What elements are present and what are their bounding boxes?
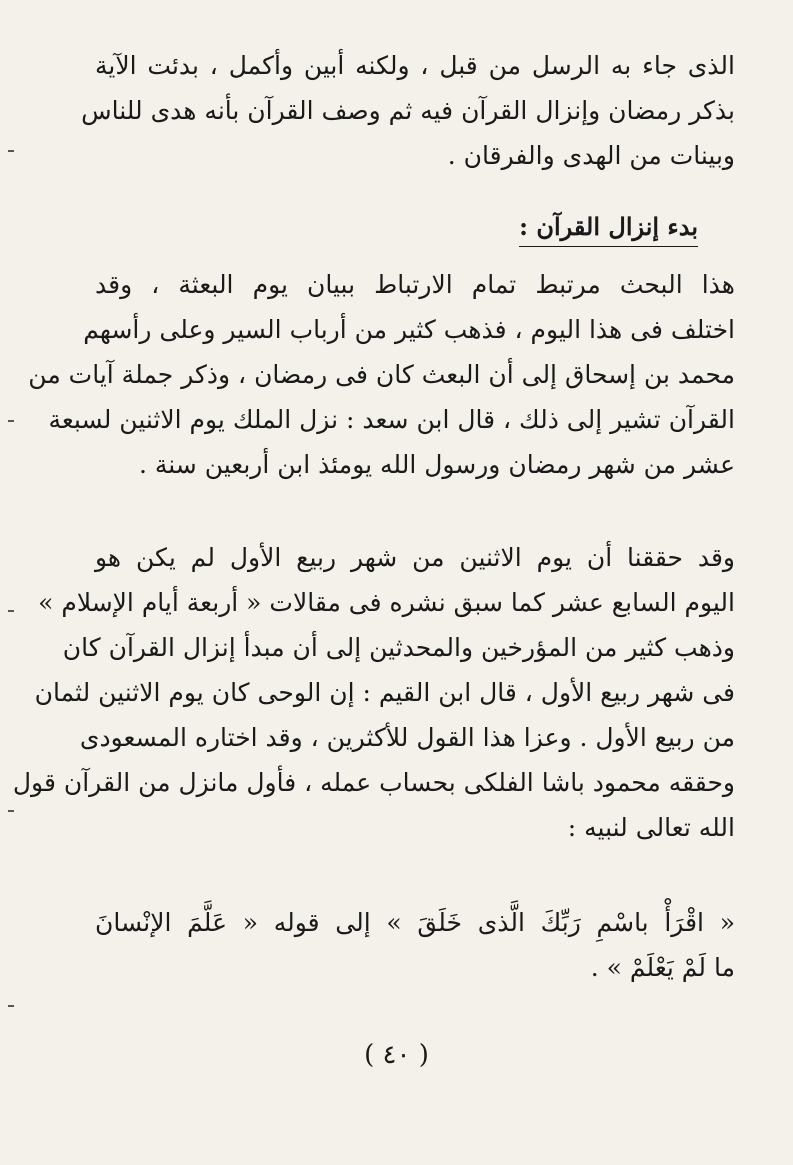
text-line: وذهب كثير من المؤرخين والمحدثين إلى أن مبدأ إنزال القرآن كان: [62, 633, 735, 662]
text-line: عشر من شهر رمضان ورسول الله يومئذ ابن أربعين سنة .: [138, 450, 735, 479]
paragraph-rabi: [12, 535, 735, 850]
text-line: وبينات من الهدى والفرقان .: [447, 141, 735, 170]
page-number: ( ٤٠ ): [364, 1040, 429, 1070]
scan-mark: [8, 810, 14, 812]
text-line: « اقْرَأْ باسْمِ رَبِّكَ الَّذى خَلَقَ » إلى قوله « عَلَّمَ الإنْسانَ: [95, 908, 735, 937]
text-line: الله تعالى لنبيه :: [567, 813, 735, 842]
paragraph-intro: [81, 43, 735, 178]
scan-mark: [8, 1005, 14, 1007]
text-line: القرآن تشير إلى ذلك ، قال ابن سعد : نزل الملك يوم الاثنين لسبعة: [48, 405, 735, 434]
scan-mark: [8, 610, 14, 612]
text-line: وحققه محمود باشا الفلكى بحساب عمله ، فأول مانزل من القرآن قول: [12, 768, 735, 797]
text-line: اختلف فى هذا اليوم ، فذهب كثير من أرباب السير وعلى رأسهم: [83, 315, 735, 344]
quran-verse: [95, 900, 735, 990]
section-heading: بدء إنزال القرآن :: [519, 210, 698, 247]
paragraph-bitha: [28, 262, 735, 487]
text-line: محمد بن إسحاق إلى أن البعث كان فى رمضان ، وذكر جملة آيات من: [28, 360, 735, 389]
text-line: بذكر رمضان وإنزال القرآن فيه ثم وصف القرآن بأنه هدى للناس: [81, 96, 735, 125]
text-line: فى شهر ربيع الأول ، قال ابن القيم : إن الوحى كان يوم الاثنين لثمان: [34, 678, 735, 707]
text-line: هذا البحث مرتبط تمام الارتباط ببيان يوم البعثة ، وقد: [95, 270, 735, 299]
text-line: اليوم السابع عشر كما سبق نشره فى مقالات « أربعة أيام الإسلام »: [38, 588, 735, 617]
scan-mark: [8, 150, 14, 152]
scan-mark: [8, 420, 14, 422]
text-line: الذى جاء به الرسل من قبل ، ولكنه أبين وأكمل ، بدئت الآية: [95, 51, 735, 80]
text-line: ما لَمْ يَعْلَمْ » .: [590, 953, 735, 982]
text-line: من ربيع الأول . وعزا هذا القول للأكثرين ، وقد اختاره المسعودى: [79, 723, 735, 752]
text-line: وقد حققنا أن يوم الاثنين من شهر ربيع الأول لم يكن هو: [95, 543, 735, 572]
